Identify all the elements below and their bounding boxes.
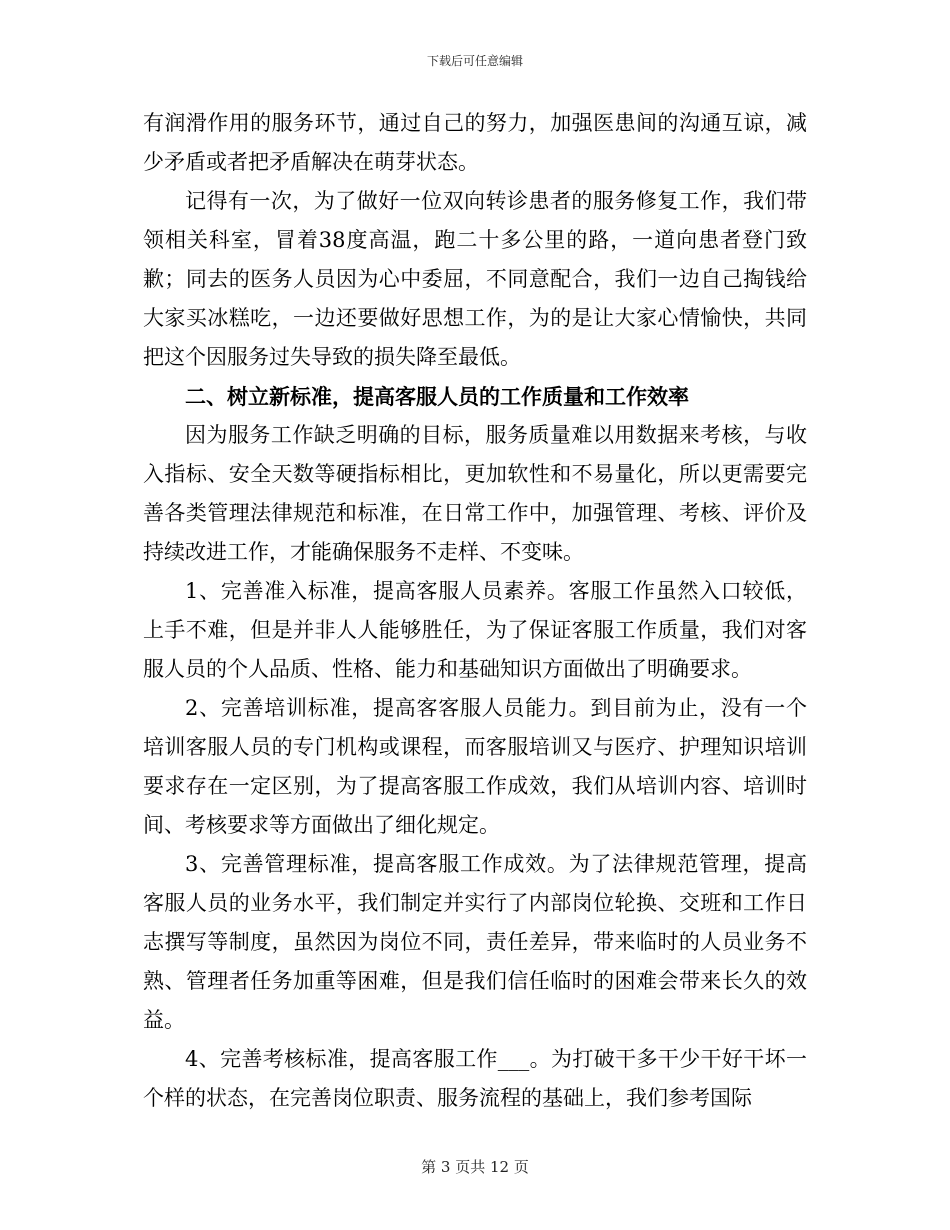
paragraph-item-4: 4、完善考核标准，提高客服工作___。为打破干多干少干好干坏一个样的状态，在完善岗位职责、服务流程的基础上，我们参考国际 [143,1047,807,1110]
paragraph-item-2: 2、完善培训标准，提高客客服人员能力。到目前为止，没有一个培训客服人员的专门机构或课程，而客服培训又与医疗、护理知识培训要求存在一定区别，为了提高客服工作成效，我们从培训内容、培训时间、考核要求等方面做出了细化规定。 [143,696,807,837]
document-body [143,104,807,1118]
page-header: 下载后可任意编辑 [426,54,523,68]
section-heading: 二、树立新标准，提高客服人员的工作质量和工作效率 [185,384,689,409]
paragraph-item-3: 3、完善管理标准，提高客服工作成效。为了法律规范管理，提高客服人员的业务水平，我们制定并实行了内部岗位轮换、交班和工作日志撰写等制度，虽然因为岗位不同，责任差异，带来临时的人员业务不熟、管理者任务加重等困难，但是我们信任临时的困难会带来长久的效益。 [143,852,807,1032]
paragraph-intro: 因为服务工作缺乏明确的目标，服务质量难以用数据来考核，与收入指标、安全天数等硬指标相比，更加软性和不易量化，所以更需要完善各类管理法律规范和标准，在日常工作中，加强管理、考核、评价及持续改进工作，才能确保服务不走样、不变味。 [143,423,807,564]
paragraph-anecdote: 记得有一次，为了做好一位双向转诊患者的服务修复工作，我们带领相关科室，冒着38度高温，跑二十多公里的路，一道向患者登门致歉；同去的医务人员因为心中委屈，不同意配合，我们一边自己掏钱给大家买冰糕吃，一边还要做好思想工作，为的是让大家心情愉快，共同把这个因服务过失导致的损失降至最低。 [143,189,807,369]
page-footer: 第 3 页共 12 页 [421,1158,529,1176]
paragraph-item-1: 1、完善准入标准，提高客服人员素养。客服工作虽然入口较低，上手不难，但是并非人人能够胜任，为了保证客服工作质量，我们对客服人员的个人品质、性格、能力和基础知识方面做出了明确要求。 [143,579,807,681]
paragraph-continuation: 有润滑作用的服务环节，通过自己的努力，加强医患间的沟通互谅，减少矛盾或者把矛盾解决在萌芽状态。 [143,111,807,174]
